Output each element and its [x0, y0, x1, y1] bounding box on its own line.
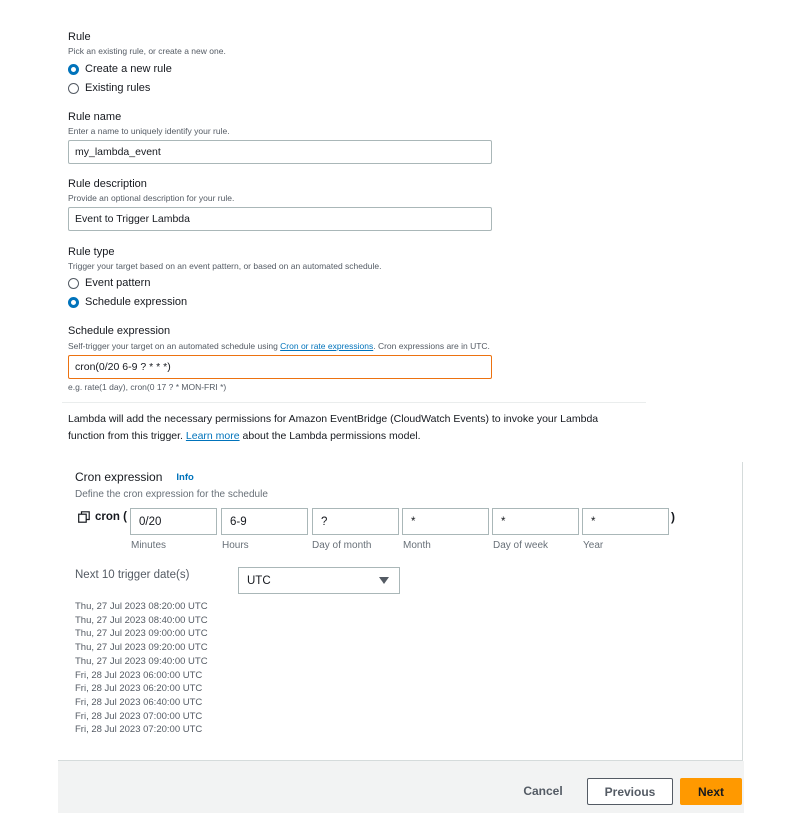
trigger-date: Fri, 28 Jul 2023 07:20:00 UTC — [75, 724, 203, 736]
radio-label: Schedule expression — [85, 296, 188, 308]
cron-hours-input[interactable] — [221, 508, 308, 535]
cancel-button[interactable]: Cancel — [523, 784, 563, 798]
radio-label: Event pattern — [85, 277, 151, 289]
cron-field-value: 0/20 — [139, 515, 162, 528]
radio-schedule-expression[interactable] — [68, 296, 187, 308]
schedule-expression-description — [68, 341, 490, 351]
cron-field-value: * — [591, 515, 596, 528]
schedule-expression-input[interactable] — [68, 355, 492, 379]
cron-header — [75, 470, 194, 484]
copy-icon[interactable] — [78, 511, 90, 523]
permissions-note-line — [68, 428, 668, 445]
cron-year-input[interactable] — [582, 508, 669, 535]
radio-label: Create a new rule — [85, 63, 172, 75]
info-link[interactable]: Info — [176, 471, 194, 483]
trigger-date: Thu, 27 Jul 2023 09:20:00 UTC — [75, 642, 208, 654]
rule-description-input[interactable] — [68, 207, 492, 231]
cron-field-value: * — [411, 515, 416, 528]
rule-name-description: Enter a name to uniquely identify your rule. — [68, 126, 230, 136]
cron-day-of-month-input[interactable] — [312, 508, 399, 535]
trigger-date: Thu, 27 Jul 2023 09:40:00 UTC — [75, 655, 208, 667]
schedule-expression-value: cron(0/20 6-9 ? * * *) — [75, 361, 171, 373]
trigger-date: Thu, 27 Jul 2023 08:20:00 UTC — [75, 601, 208, 612]
cron-prefix — [78, 511, 127, 523]
cron-suffix: ) — [671, 510, 675, 524]
cron-field-label: Year — [583, 540, 604, 551]
caret-down-icon — [379, 577, 389, 584]
permissions-note-text: about the Lambda permissions model. — [239, 429, 421, 442]
previous-button[interactable]: Previous — [587, 778, 673, 805]
rule-description-hint: Provide an optional description for your rule. — [68, 193, 235, 203]
rule-name-input[interactable] — [68, 140, 492, 164]
schedule-expression-label: Schedule expression — [68, 325, 171, 337]
cron-field-label: Month — [403, 540, 431, 551]
cron-field-label: Hours — [222, 540, 249, 551]
learn-more-link[interactable]: Learn more — [185, 429, 240, 442]
radio-button[interactable] — [68, 278, 79, 289]
description-text: . Cron expressions are in UTC. — [373, 341, 490, 351]
rule-description: Pick an existing rule, or create a new one. — [68, 46, 226, 56]
trigger-date: Fri, 28 Jul 2023 06:20:00 UTC — [75, 683, 203, 695]
radio-create-new-rule[interactable] — [68, 63, 172, 75]
radio-event-pattern[interactable] — [68, 277, 150, 289]
trigger-dates-list — [75, 600, 208, 737]
trigger-date: Fri, 28 Jul 2023 06:40:00 UTC — [75, 696, 203, 708]
trigger-date: Fri, 28 Jul 2023 06:00:00 UTC — [75, 669, 203, 681]
cron-day-of-week-input[interactable] — [492, 508, 579, 535]
schedule-expression-hint: e.g. rate(1 day), cron(0 17 ? * MON-FRI *) — [68, 382, 227, 392]
cron-field-value: 6-9 — [230, 515, 247, 528]
rule-name-value: my_lambda_event — [75, 146, 161, 158]
cron-minutes-input[interactable] — [130, 508, 217, 535]
radio-button[interactable] — [68, 83, 79, 94]
cron-field-value: ? — [321, 515, 328, 528]
timezone-value: UTC — [247, 574, 271, 587]
radio-button-checked[interactable] — [68, 64, 79, 75]
cron-field-label: Day of week — [493, 540, 549, 551]
radio-label: Existing rules — [85, 82, 151, 94]
trigger-date: Fri, 28 Jul 2023 07:00:00 UTC — [75, 710, 203, 722]
timezone-select[interactable] — [238, 567, 400, 594]
cron-title: Cron expression — [75, 470, 163, 484]
next-button[interactable]: Next — [680, 778, 742, 805]
rule-type-description: Trigger your target based on an event pattern, or based on an automated schedule. — [68, 261, 382, 271]
trigger-date: Thu, 27 Jul 2023 08:40:00 UTC — [75, 614, 208, 626]
description-text: Self-trigger your target on an automated schedule using — [68, 341, 281, 351]
cron-month-input[interactable] — [402, 508, 489, 535]
trigger-date: Thu, 27 Jul 2023 09:00:00 UTC — [75, 628, 208, 640]
cron-description: Define the cron expression for the schedule — [75, 489, 268, 500]
cron-field-label: Minutes — [131, 540, 167, 551]
cron-field-label: Day of month — [312, 540, 372, 551]
cron-field-value: * — [501, 515, 506, 528]
radio-existing-rules[interactable] — [68, 82, 150, 94]
rule-description-label: Rule description — [68, 178, 147, 190]
rule-name-label: Rule name — [68, 111, 122, 123]
rule-label: Rule — [68, 31, 91, 43]
cron-rate-link[interactable]: Cron or rate expressions — [280, 341, 374, 351]
rule-description-value: Event to Trigger Lambda — [75, 213, 190, 225]
divider — [62, 402, 646, 403]
next-trigger-dates-label: Next 10 trigger date(s) — [75, 569, 190, 581]
cron-prefix-text: cron ( — [95, 511, 127, 523]
permissions-note-line: Lambda will add the necessary permissions for Amazon EventBridge (CloudWatch Events) to invoke your Lambda — [68, 413, 599, 425]
rule-type-label: Rule type — [68, 246, 115, 258]
permissions-note — [68, 411, 668, 444]
permissions-note-text: function from this trigger. — [68, 429, 186, 442]
radio-button-checked[interactable] — [68, 297, 79, 308]
